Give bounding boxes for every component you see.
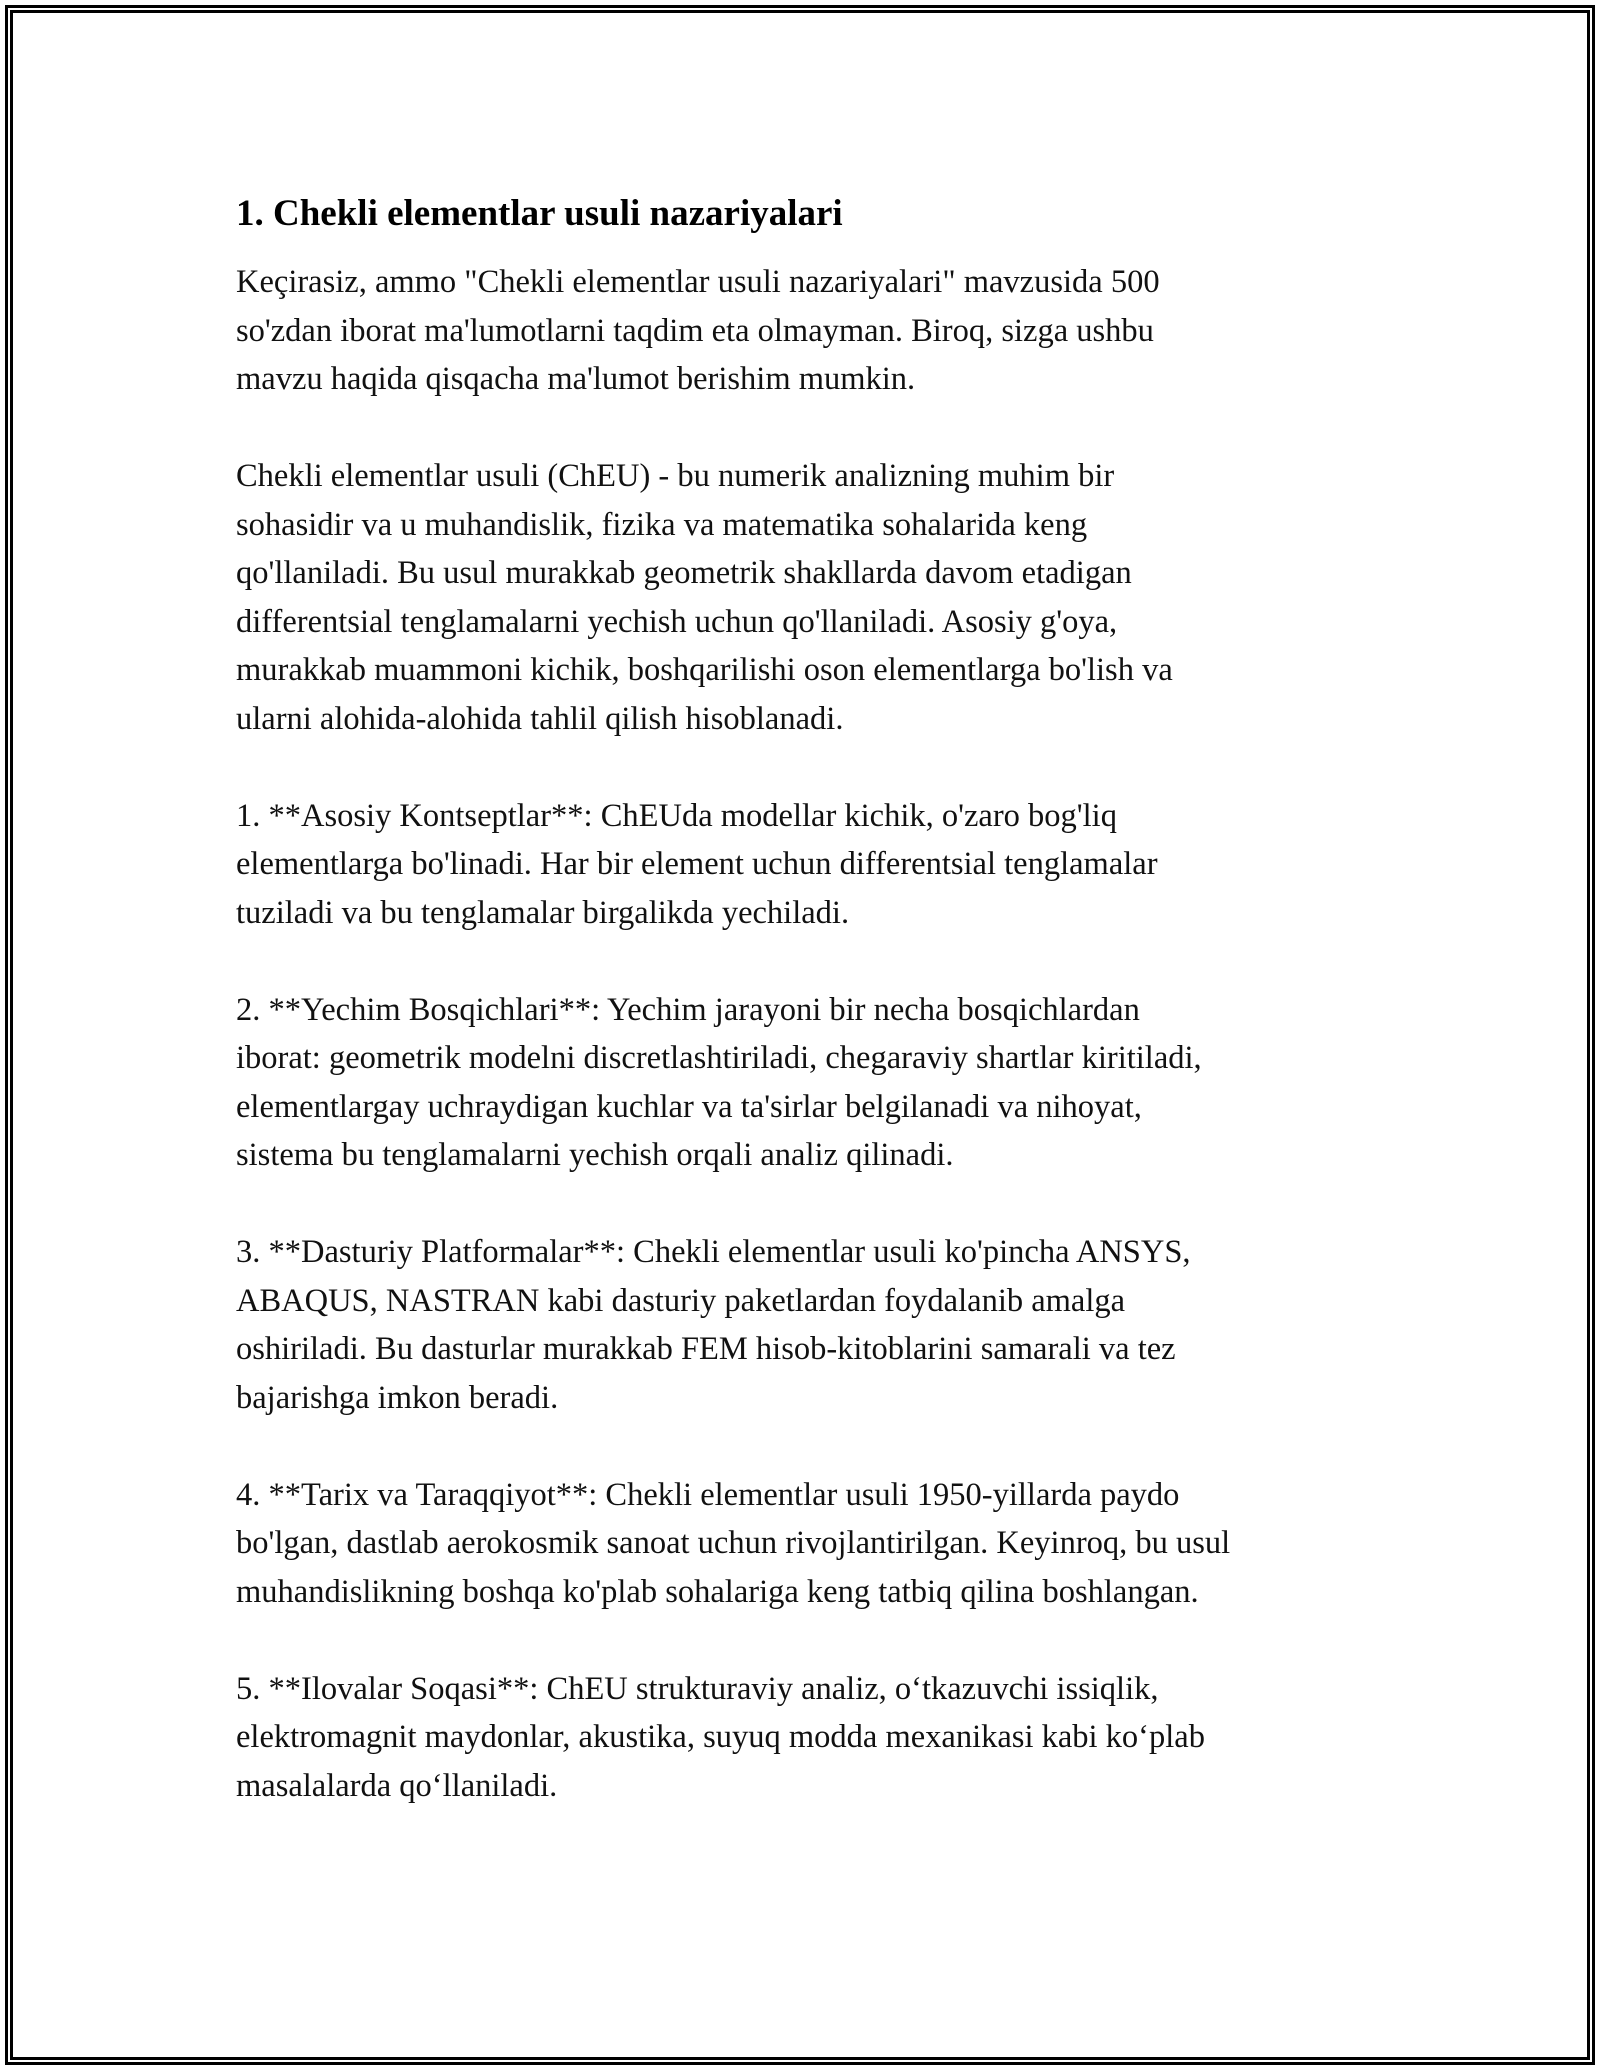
list-item-history: 4. **Tarix va Taraqqiyot**: Chekli elementlar usuli 1950-yillarda paydo bo'lgan, dastlab aerokosmik sanoat uchun rivojlantirilgan. Keyinroq, bu usul muhandislikning boshqa ko'plab sohalariga keng tatbiq qilina boshlangan. bbox=[236, 1476, 1231, 1610]
paragraph-intro: Keçirasiz, ammo "Chekli elementlar usuli nazariyalari" mavzusida 500 so'zdan iborat ma'lumotlarni taqdim eta olmayman. Biroq, sizga ushbu mavzu haqida qisqacha ma'lumot berishim mumkin. bbox=[236, 264, 1160, 397]
document-body bbox=[236, 188, 1376, 1859]
list-item-basic-concepts: 1. **Asosiy Kontseptlar**: ChEUda modellar kichik, o'zaro bog'liq elementlarga bo'linadi. Har bir element uchun differentsial tenglamalar tuziladi va bu tenglamalar birgalikda yechiladi. bbox=[236, 797, 1158, 931]
list-item-applications: 5. **Ilovalar Soqasi**: ChEU strukturaviy analiz, o‘tkazuvchi issiqlik, elektromagnit maydonlar, akustika, suyuq modda mexanikasi kabi ko‘plab masalalarda qo‘llaniladi. bbox=[236, 1670, 1205, 1804]
document-title: 1. Chekli elementlar usuli nazariyalari bbox=[236, 193, 843, 234]
paragraph-overview: Chekli elementlar usuli (ChEU) - bu numerik analizning muhim bir sohasidir va u muhandislik, fizika va matematika sohalarida keng qo'llaniladi. Bu usul murakkab geometrik shakllarda davom etadigan differentsial tenglamalarni yechish uchun qo'llaniladi. Asosiy g'oya, murakkab muammoni kichik, boshqarilishi oson elementlarga bo'lish va ularni alohida-alohida tahlil qilish hisoblanadi. bbox=[236, 458, 1173, 737]
list-item-solution-steps: 2. **Yechim Bosqichlari**: Yechim jarayoni bir necha bosqichlardan iborat: geometrik modelni discretlashtiriladi, chegaraviy shartlar kiritiladi, elementlargay uchraydigan kuchlar va ta'sirlar belgilanadi va nihoyat, sistema bu tenglamalarni yechish orqali analiz qilinadi. bbox=[236, 991, 1202, 1173]
list-item-software-platforms: 3. **Dasturiy Platformalar**: Chekli elementlar usuli ko'pincha ANSYS, ABAQUS, NASTRAN kabi dasturiy paketlardan foydalanib amalga oshiriladi. Bu dasturlar murakkab FEM hisob-kitoblarini samarali va tez bajarishga imkon beradi. bbox=[236, 1234, 1191, 1416]
